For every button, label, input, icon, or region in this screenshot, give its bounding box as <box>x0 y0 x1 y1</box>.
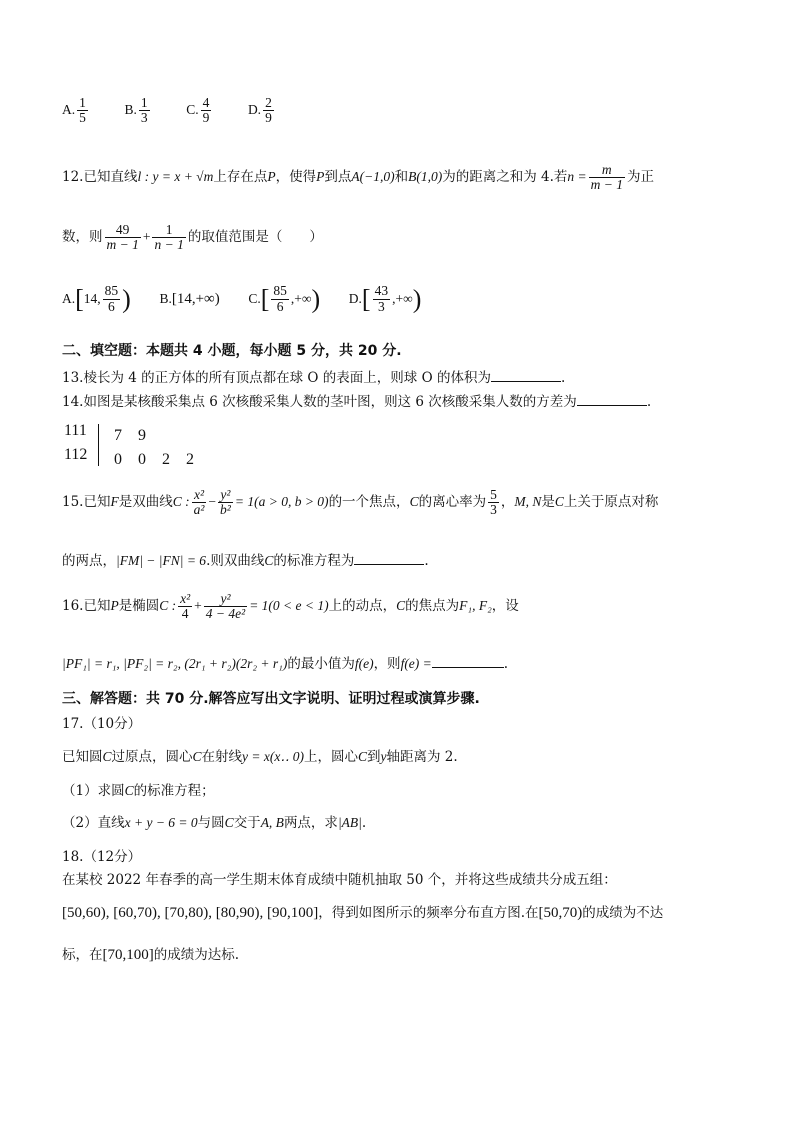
answer-blank <box>491 369 561 382</box>
q17-part1: （1）求圆C的标准方程； <box>62 783 215 799</box>
q18-header: 18.（12分） <box>62 849 142 865</box>
q12-line2: 数，则 $\frac{49}{m - 1}$ + $\frac{1}{n - 1}$ 的取值范围是（ ） <box>62 222 323 253</box>
q17-line1: 已知圆C过原点，圆心C在射线y = x(x‥ 0)上，圆心C到y轴距离为 2. <box>62 749 458 765</box>
option-b: B.[14,+∞) <box>159 290 220 307</box>
answer-blank <box>354 552 424 565</box>
q16-line2: |PF₁| = r₁, |PF₂| = r₂, (2r₁ + r₂)(2r₂ + r₁)的最小值为f(e)，则f(e) = . <box>62 656 509 672</box>
q16-line1: 16.已知P是椭圆C : $\frac{\text{x²}}{4}$ + $\frac{\text{y²}}{\text{4 − 4e²}}$ = 1(0 < e < 1)上的动点，C的焦点为F₁, F₂，设 <box>62 591 519 622</box>
q12-line1: 12.已知直线l : y = x + √m上存在点P，使得P到点A(−1,0)和B(1,0)为的距离之和为 4.若n = $\frac{m}{m - 1}$ 为正 <box>62 162 654 193</box>
q11-options <box>62 96 276 125</box>
q18-line3: 标，在[70,100]的成绩为达标. <box>62 947 240 963</box>
option-d: D.[ $\frac{43}{3}$ ,+∞) <box>348 283 422 314</box>
option-b: B. $\frac{1}{3}$ <box>124 95 148 126</box>
answer-blank <box>432 655 504 668</box>
section-solve-title: 三、解答题：共 70 分.解答应写出文字说明、证明过程或演算步骤. <box>62 691 480 707</box>
stem: 112 <box>64 446 88 463</box>
section-fill-in-title: 二、填空题：本题共 4 小题，每小题 5 分，共 20 分. <box>62 343 402 359</box>
option-a: A. $\frac{1}{5}$ <box>62 95 86 126</box>
q12-options <box>62 284 421 314</box>
q14: 14.如图是某核酸采集点 6 次核酸采集人数的茎叶图，则这 6 次核酸采集人数的方差为 . <box>62 394 652 410</box>
q17-header: 17.（10分） <box>62 716 142 732</box>
option-c: C. $\frac{4}{9}$ <box>186 95 210 126</box>
option-d: D. $\frac{2}{9}$ <box>247 95 272 126</box>
q15-line1: 15.已知F是双曲线C : $\frac{\text{x²}}{\text{a²}}$ − $\frac{\text{y²}}{\text{b²}}$ = 1(a > 0, b > 0)的一个焦点，C的离心率为 $\frac{5}{3}$ ，M, N是C上关于原点对称 <box>62 487 659 518</box>
option-c: C.[ $\frac{85}{6}$ ,+∞) <box>248 283 321 314</box>
q17-part2: （2）直线x + y − 6 = 0与圆C交于A, B两点，求|AB|. <box>62 815 367 831</box>
stem: 111 <box>64 422 87 439</box>
leaves: 0 0 2 2 <box>114 451 195 468</box>
q13: 13.棱长为 4 的正方体的所有顶点都在球 O 的表面上，则球 O 的体积为 . <box>62 370 566 386</box>
q18-line1: 在某校 2022 年春季的高一学生期末体育成绩中随机抽取 50 个，并将这些成绩共分成五组： <box>62 872 617 888</box>
answer-blank <box>577 393 647 406</box>
q15-line2: 的两点，|FM| − |FN| = 6.则双曲线C的标准方程为 . <box>62 553 429 569</box>
option-a: A.[14, $\frac{85}{6}$ ) <box>62 283 131 314</box>
leaves: 7 9 <box>114 427 147 444</box>
stem-divider <box>98 424 99 466</box>
q18-line2: [50,60), [60,70), [70,80), [80,90), [90,100]，得到如图所示的频率分布直方图.在[50,70)的成绩为不达 <box>62 905 664 921</box>
